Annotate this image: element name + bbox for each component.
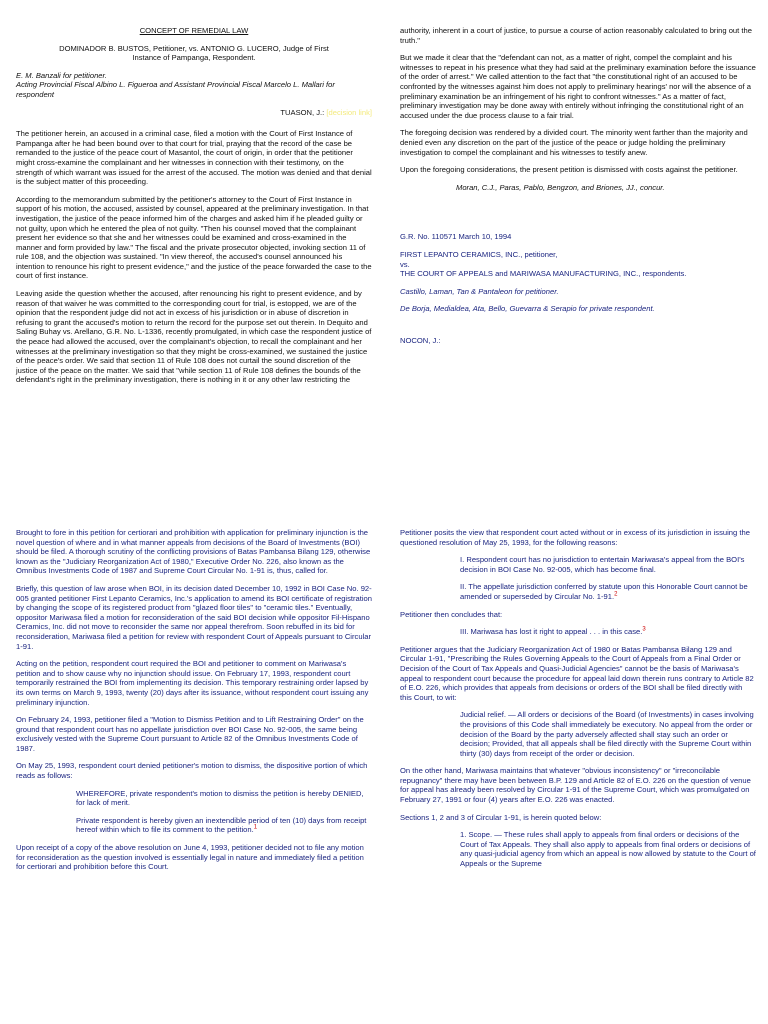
- quote-text: Private respondent is hereby given an inextendible period of ten (10) days from receipt hereof within which to file its comment to the petition.: [76, 815, 367, 835]
- paragraph: Petitioner then concludes that:: [400, 609, 503, 619]
- counsel-respondent: De Borja, Medialdea, Ata, Bello, Guevarra & Serapio for private respondent.: [400, 304, 655, 314]
- paragraph: Briefly, this question of law arose when BOI, in its decision dated December 10, 1992 in BOI Case No. 92-005 granted petitioner First Lepanto Ceramics, Inc.'s application to amend its BOI certificate of registration by changing the scope of its registered product from "glazed floor tiles" to "ceramic tiles." Eventually, oppositor Mariwasa filed a motion for reconsideration of the said BOI decision while oppositor Fil-Hispano Ceramics, Inc. did not move to reconsider the same nor appeal therefrom. Soon rebuffed in its bid for reconsideration, Mariwasa filed a petition for review with respondent Court of Appeals pursuant to Circular 1-91.: [16, 583, 373, 651]
- paragraph: The foregoing decision was rendered by a divided court. The minority went farther than the majority and denied even any discretion on the part of the justice of the peace or judge holding the preliminary investigation to compel the complainant and his witnesses to testify anew.: [400, 128, 748, 157]
- paragraph: Acting on the petition, respondent court required the BOI and petitioner to comment on Mariwasa's petition and to show cause why no injunction should issue. On February 17, 1993, respondent court temporarily restrained the BOI from implementing its decision. This temporary restraining order lapsed by its own terms on March 9, 1993, twenty (20) days after its issuance, without respondent court issuing any preliminary injunction.: [16, 659, 369, 707]
- paragraph: Brought to fore in this petition for certiorari and prohibition with application for preliminary injunction is the novel question of where and in what manner appeals from decisions of the Board of Investments (BOI) should be filed. A thorough scrutiny of the conflicting provisions of Batas Pambansa Bilang 129, otherwise known as the "Judiciary Reorganization Act of 1980," Executive Order No. 226, also known as the Omnibus Investments Code of 1987 and Supreme Court Circular No. 1-91 is, thus, called for.: [16, 528, 371, 576]
- quote: WHEREFORE, private respondent's motion to dismiss the petition is hereby DENIED, for lack of merit.: [76, 788, 364, 808]
- paragraph: Petitioner posits the view that respondent court acted without or in excess of its jurisdiction in issuing the questioned resolution of May 25, 1993, for the following reasons:: [400, 528, 750, 547]
- versus: vs.: [400, 259, 410, 269]
- paragraph: Upon the foregoing considerations, the present petition is dismissed with costs against the petitioner.: [400, 165, 738, 175]
- paragraph: According to the memorandum submitted by the petitioner's attorney to the Court of First Instance in support of his motion, the accused, assisted by counsel, appeared at the preliminary investigation. In that investigation, the justice of the peace informed him of the charges and asked him if he pleaded guilty or not guilty, upon which he entered the plea of not guilty. "Then his counsel moved that the complainant present her evidence so that she and her witnesses could be examined and cross-examined in the manner and form provided by law." The fiscal and the private prosecutor objected, invoking section 11 of rule 108, and the objection was sustained. "In view thereof, the accused's counsel announced his intention to renounce his right to present evidence," and the justice of the peace forwarded the case to the court of first instance.: [16, 194, 372, 281]
- ponente: NOCON, J.:: [400, 335, 441, 345]
- page1-left-column: [16, 26, 372, 393]
- counsel-petitioner: Castillo, Laman, Tan & Pantaleon for petitioner.: [400, 286, 559, 296]
- reason-text: II. The appellate jurisdiction conferred by statute upon this Honorable Court cannot be amended or superseded by Circular No. 1-91.: [460, 582, 748, 601]
- footnote-ref[interactable]: 1: [253, 824, 258, 831]
- paragraph: Leaving aside the question whether the accused, after renouncing his right to present evidence, and by reason of that waiver he was committed to the corresponding court for trial, is estopped, we are of the opinion that the respondent judge did not act in excess of his jurisdiction or in abuse of discretion in refusing to grant the accused's motion to return the record for the purpose set out therein. In Dequito and Saling Buhay vs. Arellano, G.R. No. L-1336, recently promulgated, in which case the respondent justice of the peace had allowed the accused, over the complainant's objection, to recall the complainant and her witnesses at the preliminary investigation so that they might be cross-examined, we sustained the justice of the peace's order. We said that section 11 of Rule 108 does not curtail the sound discretion of the justice of the peace on the matter. We said that "while section 11 of Rule 108 defines the bounds of the defendant's right in the preliminary investigation, there is nothing in it or any other law restricting the: [16, 289, 372, 385]
- paragraph: Petitioner argues that the Judiciary Reorganization Act of 1980 or Batas Pambansa Bilang 129 and Circular 1-91, "Prescribing the Rules Governing Appeals to the Court of Appeals from a Final Order or Decision of the Court of Tax Appeals and Quasi-Judicial Agencies" cannot be the basis of Mariwasa's appeal to respondent court because the procedure for appeal laid down therein runs contrary to Article 82 of E.O. 226, which provides that appeals from decisions or orders of the BOI shall be filed directly with this Court, to wit:: [400, 644, 754, 702]
- reason-text: III. Mariwasa has lost it right to appeal . . . in this case.: [460, 627, 643, 637]
- paragraph: authority, inherent in a court of justice, to pursue a course of action reasonably calculated to bring out the truth.": [400, 26, 752, 45]
- quote: Judicial relief. — All orders or decisions of the Board (of Investments) in cases involving the provisions of this Code shall immediately be executory. No appeal from the order or decision of the Board by the party adversely affected shall stay such an order or decision; Provided, that all appeals shall be filed directly with the Supreme Court within thirty (30) days from receipt of the order or decision.: [460, 710, 754, 758]
- case-title: DOMINADOR B. BUSTOS, Petitioner, vs. ANTONIO G. LUCERO, Judge of First Instance of Pampanga, Respondent.: [59, 43, 329, 63]
- reason: [400, 582, 756, 601]
- page2-left-column: [16, 528, 372, 880]
- page1-right-column: [400, 26, 756, 353]
- footnote-ref[interactable]: 3: [642, 626, 646, 633]
- paragraph: On February 24, 1993, petitioner filed a "Motion to Dismiss Petition and to Lift Restraining Order" on the ground that respondent court has no appellate jurisdiction over BOI Case No. 92-005, the same being exclusively vested with the Supreme Court pursuant to Article 82 of the Omnibus Investments Code of 1987.: [16, 715, 364, 753]
- quote: 1. Scope. — These rules shall apply to appeals from final orders or decisions of the Court of Tax Appeals. They shall also apply to appeals from final orders or decisions of any quasi-judicial agency from which an appeal is now allowed by statute to the Court of Appeals or the Supreme: [460, 830, 756, 869]
- paragraph: The petitioner herein, an accused in a criminal case, filed a motion with the Court of First Instance of Pampanga after he had been bound over to that court for trial, praying that the record of the case be remanded to the justice of the peace court of Masantol, the court of origin, in order that the petitioner might cross-examine the complainant and her witnesses in connection with their testimony, on the strength of which warrant was issued for the arrest of the accused. The motion was denied and that denial is the subject matter of this proceeding.: [16, 129, 372, 187]
- paragraph: On May 25, 1993, respondent court denied petitioner's motion to dismiss, the dispositive portion of which reads as follows:: [16, 761, 368, 781]
- reason: I. Respondent court has no jurisdiction to entertain Mariwasa's appeal from the BOI's decision in BOI Case No. 92-005, which has become final.: [460, 555, 745, 574]
- paragraph: But we made it clear that the "defendant can not, as a matter of right, compel the complaint and his witnesses to repeat in his presence what they had said at the preliminary examination before the issuance of the order of arrest." We called attention to the fact that "the constitutional right of an accused to be confronted by the witnesses against him does not apply to preliminary hearings' nor will the absence of a preliminary examination be an infringement of his right to confront witnesses." As a matter of fact, preliminary investigation may be done away with entirely without infringing the constitutional right of an accused under the due process clause to a fair trial.: [400, 53, 756, 120]
- paragraph: On the other hand, Mariwasa maintains that whatever "obvious inconsistency" or "irreconcilable repugnancy" there may have been between B.P. 129 and Article 82 of E.O. 226 on the question of venue for appeal has already been resolved by Circular 1-91 of the Supreme Court, which was promulgated on February 27, 1991 or four (4) years after E.O. 226 was enacted.: [400, 766, 751, 805]
- paragraph: Upon receipt of a copy of the above resolution on June 4, 1993, petitioner decided not to file any motion for reconsideration as the question involved is essentially legal in nature and immediately filed a petition for certiorari and prohibition before this Court.: [16, 843, 364, 872]
- paragraph: Sections 1, 2 and 3 of Circular 1-91, is herein quoted below:: [400, 812, 602, 822]
- quote: [16, 816, 372, 835]
- footnote-ref[interactable]: 2: [614, 591, 618, 598]
- decision-link[interactable]: [decision link]: [326, 107, 372, 117]
- ponente: TUASON, J.:: [280, 107, 325, 117]
- party-respondents: THE COURT OF APPEALS and MARIWASA MANUFACTURING, INC., respondents.: [400, 269, 687, 279]
- party-petitioner: FIRST LEPANTO CERAMICS, INC., petitioner,: [400, 249, 558, 259]
- counsel-petitioner: E. M. Banzali for petitioner.: [16, 70, 107, 80]
- reason: [400, 627, 756, 637]
- page2-right-column: [400, 528, 756, 877]
- doc-title: CONCEPT OF REMEDIAL LAW: [139, 26, 249, 35]
- concurring-justices: Moran, C.J., Paras, Pablo, Bengzon, and Briones, JJ., concur.: [456, 182, 665, 192]
- counsel-respondent: Acting Provincial Fiscal Albino L. Figueroa and Assistant Provincial Fiscal Marcelo L. Mallari for respondent: [16, 80, 335, 99]
- gr-number: G.R. No. 110571 March 10, 1994: [400, 232, 512, 242]
